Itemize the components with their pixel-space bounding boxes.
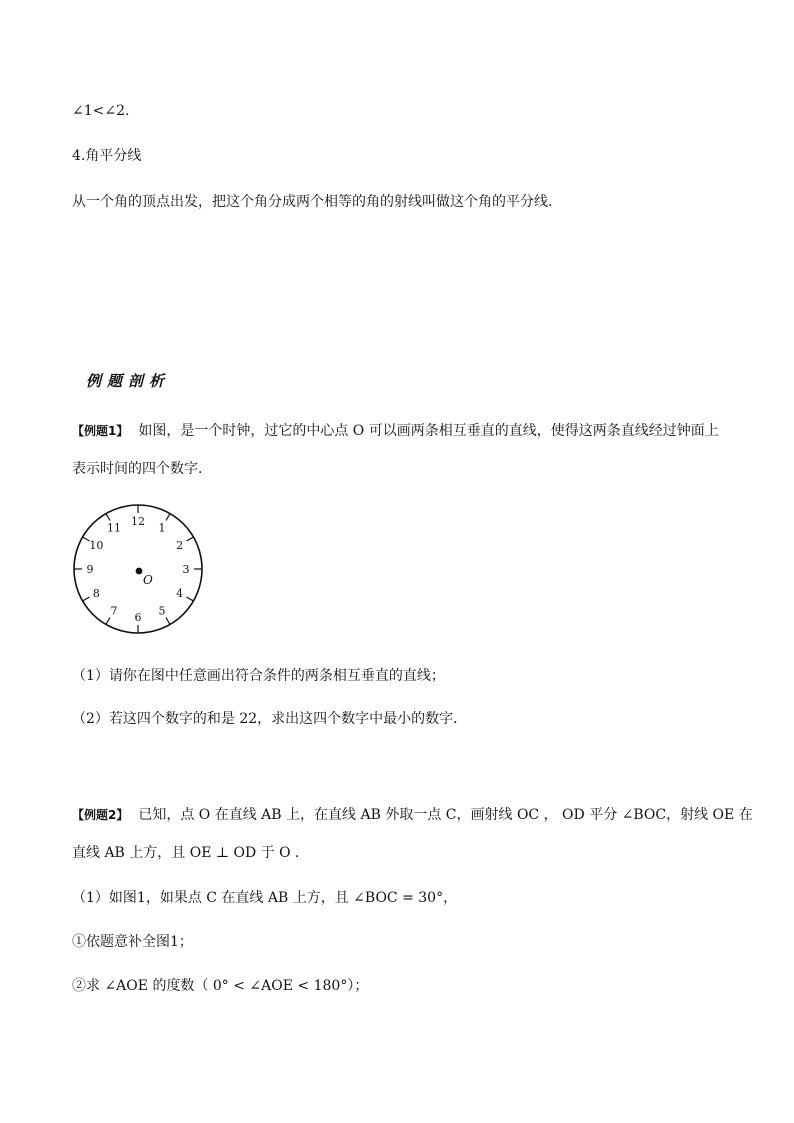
clock-number-8: 8 bbox=[92, 587, 100, 600]
clock-number-4: 4 bbox=[176, 587, 184, 600]
example1-question1: （1）请你在图中任意画出符合条件的两条相互垂直的直线； bbox=[72, 668, 445, 684]
example2-question1b: ②求 ∠AOE 的度数（ 0° < ∠AOE < 180°）； bbox=[72, 978, 369, 994]
clock-number-9: 9 bbox=[86, 563, 94, 576]
clock-number-5: 5 bbox=[158, 604, 166, 618]
example2-line2: 直线 AB 上方，且 OE ⊥ OD 于 O ． bbox=[72, 845, 310, 861]
definition-text: 从一个角的顶点出发，把这个角分成两个相等的角的射线叫做这个角的平分线. bbox=[72, 194, 553, 210]
clock-number-7: 7 bbox=[110, 604, 118, 618]
heading-angle-bisector: 4.角平分线 bbox=[72, 148, 142, 164]
clock-tick bbox=[106, 514, 110, 521]
clock-center-label: O bbox=[143, 573, 153, 587]
example1-line1 bbox=[72, 421, 719, 441]
section-title: 例题剖析 bbox=[86, 372, 171, 390]
clock-face bbox=[74, 505, 202, 633]
clock-number-2: 2 bbox=[176, 539, 184, 552]
example2-question1: （1）如图1，如果点 C 在直线 AB 上方，且 ∠BOC = 30°， bbox=[72, 890, 458, 906]
clock-tick bbox=[83, 597, 90, 601]
clock-center-dot bbox=[136, 568, 143, 575]
clock-tick bbox=[166, 514, 170, 521]
example2-question1a: ①依题意补全图1； bbox=[72, 934, 193, 950]
clock-number-6: 6 bbox=[134, 611, 142, 624]
example2-tag: 【例题2】 bbox=[72, 808, 129, 822]
clock-tick bbox=[166, 617, 170, 624]
example2-text-1: 已知，点 O 在直线 AB 上，在直线 AB 外取一点 C，画射线 OC ， OD 平分 ∠BOC，射线 OE 在 bbox=[138, 807, 753, 823]
clock-number-12: 12 bbox=[131, 515, 145, 528]
example2-line1 bbox=[72, 805, 753, 825]
clock-tick bbox=[186, 537, 193, 541]
clock-tick bbox=[106, 617, 110, 624]
example1-text-1: 如图，是一个时钟，过它的中心点 O 可以画两条相互垂直的直线，使得这两条直线经过钟面上 bbox=[138, 423, 719, 439]
top-inequality: ∠1<∠2. bbox=[72, 103, 130, 119]
example1-question2: （2）若这四个数字的和是 22，求出这四个数字中最小的数字． bbox=[72, 711, 468, 727]
clock-number-3: 3 bbox=[182, 563, 190, 576]
clock-number-1: 1 bbox=[158, 521, 166, 535]
example1-line2: 表示时间的四个数字． bbox=[72, 461, 212, 477]
clock-number-10: 10 bbox=[89, 539, 104, 552]
clock-figure bbox=[72, 503, 212, 643]
example1-tag: 【例题1】 bbox=[72, 424, 129, 438]
clock-number-11: 11 bbox=[107, 521, 121, 535]
clock-tick bbox=[186, 597, 193, 601]
